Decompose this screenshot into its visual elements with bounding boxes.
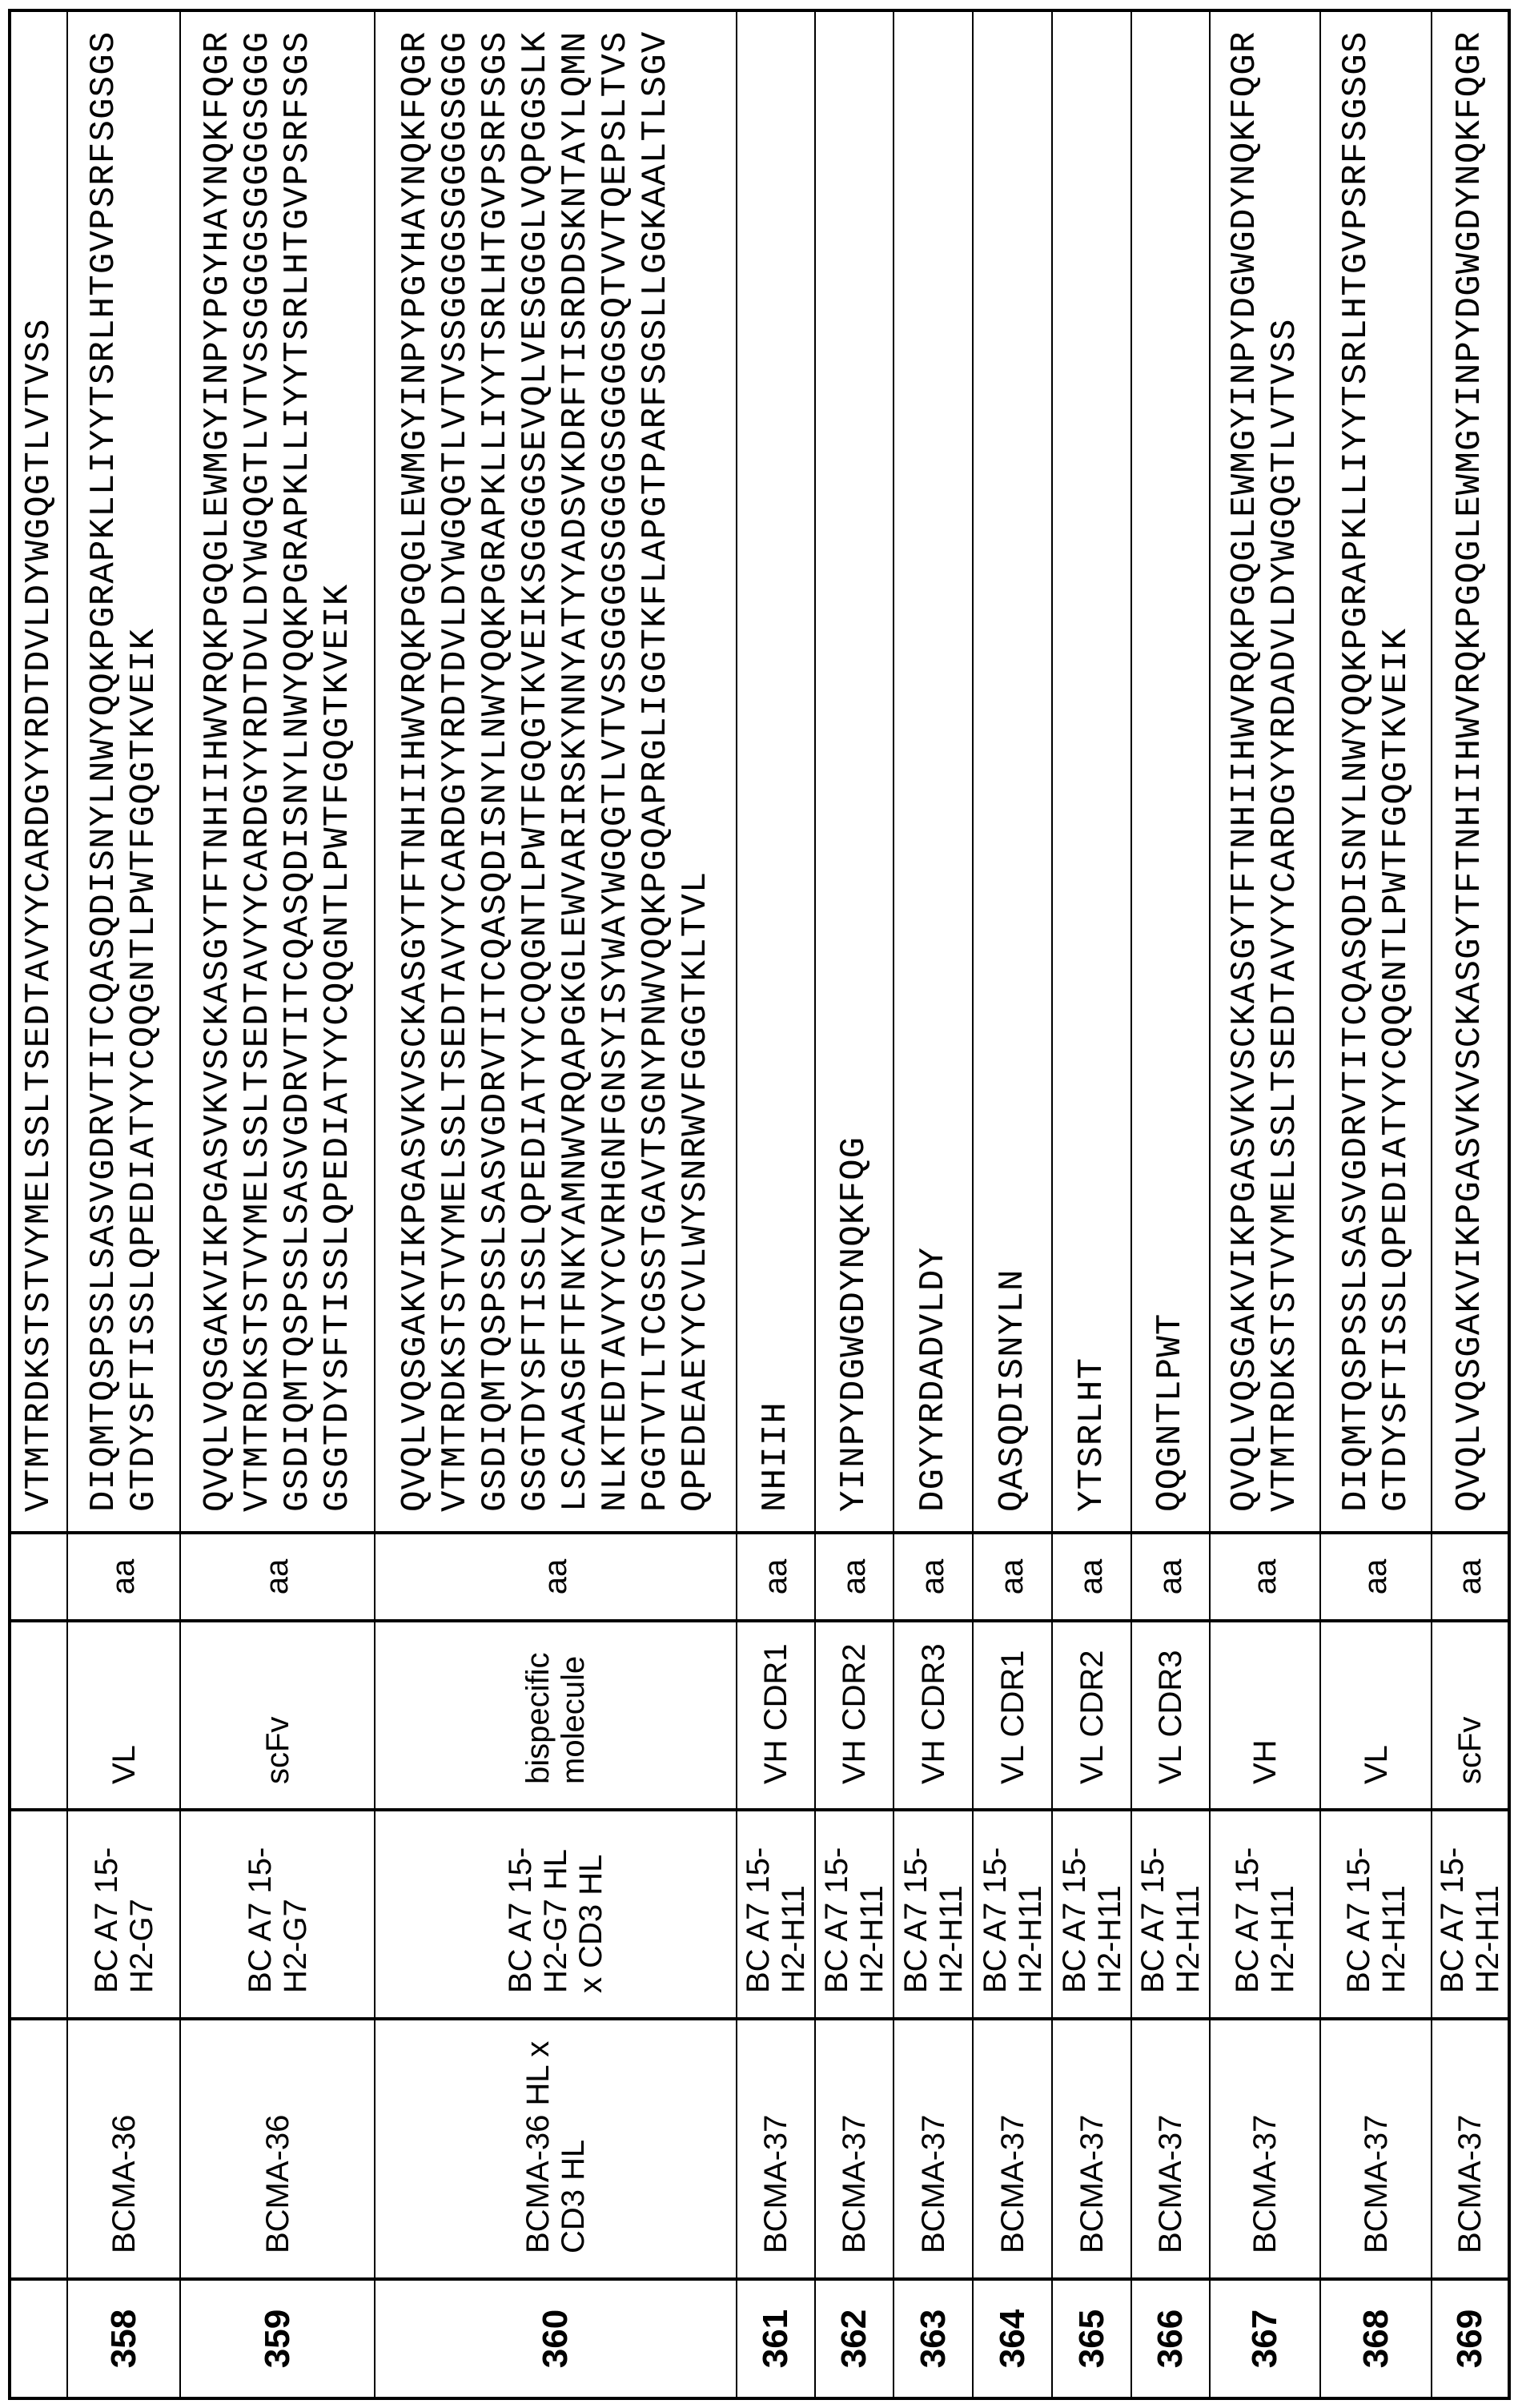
sequence-line: YINPYDGWGDYNQKFQG (834, 12, 874, 1512)
sequence-line: GSDIQMTQSPSSLSASVGDRVTITCQASQDISNYLNWYQQKPGRAPKLLIYYTSRLHTGVPSRFSGS (476, 12, 516, 1512)
amino-acid-sequence (1210, 10, 1320, 1533)
sequence-unit (894, 1533, 973, 1621)
construct-name-line: BCMA-37 (758, 2020, 793, 2253)
sequence-unit (1052, 1533, 1131, 1621)
sequence-unit-line: aa (758, 1534, 794, 1619)
sequence-line: YTSRLHT (1072, 12, 1112, 1512)
construct-name-line: BCMA-37 (1452, 2020, 1488, 2253)
construct-name (375, 2019, 737, 2279)
table-row (1432, 10, 1509, 2398)
seq-id-number-line: 365 (1072, 2281, 1112, 2397)
sequence-line: QVQLVQSGAKVIKPGASVKVSCKASGYTFTNHIIHWVRQKPGQGLEWMGYINPYPGYHAYNQKFQGR (396, 12, 436, 1512)
construct-name-line: CD3 HL (556, 2020, 591, 2253)
sequence-line: PGGTVTLTCGSSTGAVTSGNYPNWVQQKPGQAPRGLIGGTKFLAPGTPARFSGSLLGGKAALTLSGV (636, 12, 676, 1512)
table-row (815, 10, 894, 2398)
table-row (375, 10, 737, 2398)
clone-label-line: H2-H11 (1470, 1811, 1505, 1993)
construct-name (973, 2019, 1052, 2279)
table-row (1131, 10, 1210, 2398)
seq-id-number-line: 358 (104, 2281, 144, 2397)
clone-label-line: H2-H11 (934, 1811, 969, 1993)
seq-id-number-line: 362 (834, 2281, 874, 2397)
clone-label (375, 1810, 737, 2019)
seq-id-number (10, 2279, 67, 2398)
sequence-unit (67, 1533, 180, 1621)
clone-label-line: H2-H11 (1265, 1811, 1300, 1993)
sequence-type-line: VH CDR2 (837, 1622, 872, 1784)
sequence-type-line: molecule (556, 1622, 591, 1784)
clone-label-line: H2-H11 (1376, 1811, 1412, 1993)
sequence-unit (1432, 1533, 1509, 1621)
clone-label (180, 1810, 375, 2019)
clone-label-line: H2-H11 (1092, 1811, 1127, 1993)
sequence-unit (1320, 1533, 1432, 1621)
sequence-type-line: VL CDR3 (1153, 1622, 1188, 1784)
clone-label (1131, 1810, 1210, 2019)
sequence-type-line: VL CDR1 (995, 1622, 1030, 1784)
sequence-unit-line: aa (1074, 1534, 1110, 1619)
seq-id-number (67, 2279, 180, 2398)
seq-id-number (1052, 2279, 1131, 2398)
sequence-unit-line: aa (1247, 1534, 1283, 1619)
sequence-type-line: VL CDR2 (1074, 1622, 1110, 1784)
sequence-line: DIQMTQSPSSLSASVGDRVTITCQASQDISNYLNWYQQKPGRAPKLLIYYTSRLHTGVPSRFSGSGS (1336, 12, 1376, 1512)
clone-label-line: BC A7 15- (243, 1811, 278, 1993)
table-row (894, 10, 973, 2398)
sequence-type-line: VH CDR1 (758, 1622, 793, 1784)
sequence-type (1432, 1621, 1509, 1810)
sequence-unit-line: aa (994, 1534, 1030, 1619)
seq-id-number (1320, 2279, 1432, 2398)
seq-id-number (973, 2279, 1052, 2398)
sequence-line: GTDYSFTISSLQPEDIATYYCQQGNTLPWTFGQGTKVEIK (124, 12, 164, 1512)
clone-label-line: BC A7 15- (898, 1811, 934, 1993)
sequence-unit (1131, 1533, 1210, 1621)
clone-label (67, 1810, 180, 2019)
sequence-type (815, 1621, 894, 1810)
sequence-line: QVQLVQSGAKVIKPGASVKVSCKASGYTFTNHIIHWVRQKPGQGLEWMGYINPYDGWGDYNQKFQGR (1225, 12, 1265, 1512)
table-row (180, 10, 375, 2398)
amino-acid-sequence (894, 10, 973, 1533)
sequence-table (8, 9, 1511, 2400)
sequence-line: VTMTRDKSTSTVYMELSSLTSEDTAVYYCARDGYYRDADVLDYWGQGTLVTVSS (1265, 12, 1305, 1512)
construct-name-line: BCMA-37 (1247, 2020, 1283, 2253)
amino-acid-sequence (1320, 10, 1432, 1533)
sequence-type-line: scFv (1452, 1622, 1488, 1784)
seq-id-number-line: 368 (1356, 2281, 1396, 2397)
sequence-unit-line: aa (915, 1534, 951, 1619)
seq-id-number-line: 364 (993, 2281, 1033, 2397)
clone-label (1210, 1810, 1320, 2019)
clone-label-line: H2-H11 (1013, 1811, 1048, 1993)
sequence-line: GSGTDYSFTISSLQPEDIATYYCQQGNTLPWTFGQGTKVEIKSGGGGSEVQLVESGGGLVQPGGSLK (516, 12, 556, 1512)
clone-label-line: BC A7 15- (1435, 1811, 1470, 1993)
amino-acid-sequence (10, 10, 67, 1533)
sequence-line: QVQLVQSGAKVIKPGASVKVSCKASGYTFTNHIIHWVRQKPGQGLEWMGYINPYPGYHAYNQKFQGR (198, 12, 238, 1512)
sequence-type-line: VL (1359, 1622, 1394, 1784)
construct-name-line: BCMA-37 (1074, 2020, 1110, 2253)
table-row (737, 10, 815, 2398)
sequence-line: LSCAASGFTFNKYAMNWVRQAPGKGLEWVARIRSKYNNYATYYADSVKDRFTISRDDSKNTAYLQMN (556, 12, 596, 1512)
seq-id-number (1131, 2279, 1210, 2398)
clone-label (973, 1810, 1052, 2019)
sequence-line: GTDYSFTISSLQPEDIATYYCQQGNTLPWTFGQGTKVEIK (1376, 12, 1416, 1512)
amino-acid-sequence (375, 10, 737, 1533)
construct-name (1320, 2019, 1432, 2279)
clone-label-line: BC A7 15- (819, 1811, 854, 1993)
seq-id-number-line: 363 (914, 2281, 954, 2397)
sequence-type-line: VL (106, 1622, 142, 1784)
construct-name (1052, 2019, 1131, 2279)
clone-label-line: BC A7 15- (1135, 1811, 1171, 1993)
sequence-unit-line: aa (1153, 1534, 1189, 1619)
clone-label-line: H2-H11 (854, 1811, 890, 1993)
sequence-type-line: scFv (260, 1622, 295, 1784)
seq-id-number-line: 367 (1245, 2281, 1285, 2397)
clone-label (10, 1810, 67, 2019)
sequence-line: GSGTDYSFTISSLQPEDIATYYCQQGNTLPWTFGQGTKVEIK (318, 12, 358, 1512)
sequence-type (1131, 1621, 1210, 1810)
sequence-type (973, 1621, 1052, 1810)
sequence-unit-line: aa (837, 1534, 873, 1619)
amino-acid-sequence (737, 10, 815, 1533)
seq-id-number-line: 360 (536, 2281, 576, 2397)
clone-label (1320, 1810, 1432, 2019)
amino-acid-sequence (180, 10, 375, 1533)
sequence-type (894, 1621, 973, 1810)
sequence-line: GSDIQMTQSPSSLSASVGDRVTITCQASQDISNYLNWYQQKPGRAPKLLIYYTSRLHTGVPSRFSGS (278, 12, 318, 1512)
sequence-type (10, 1621, 67, 1810)
table-row (1210, 10, 1320, 2398)
clone-label-line: H2-H11 (1171, 1811, 1206, 1993)
construct-name (1432, 2019, 1509, 2279)
sequence-type (1052, 1621, 1131, 1810)
sequence-line: VTMTRDKSTSTVYMELSSLTSEDTAVYYCARDGYYRDTDVLDYWGQGTLVTVSS (19, 12, 59, 1512)
sequence-type (737, 1621, 815, 1810)
seq-id-number (375, 2279, 737, 2398)
table-row (1320, 10, 1432, 2398)
construct-name (815, 2019, 894, 2279)
amino-acid-sequence (1432, 10, 1509, 1533)
table-row (10, 10, 67, 2398)
seq-id-number-line: 361 (756, 2281, 796, 2397)
seq-id-number (1432, 2279, 1509, 2398)
sequence-table-body (10, 10, 1509, 2398)
construct-name-line: BCMA-37 (837, 2020, 872, 2253)
sequence-line: VTMTRDKSTSTVYMELSSLTSEDTAVYYCARDGYYRDTDVLDYWGQGTLVTVSSGGGGSGGGGSGGG (238, 12, 278, 1512)
construct-name-line: BCMA-36 (260, 2020, 295, 2253)
sequence-type (1210, 1621, 1320, 1810)
seq-id-number (1210, 2279, 1320, 2398)
sequence-unit (737, 1533, 815, 1621)
clone-label-line: BC A7 15- (1057, 1811, 1092, 1993)
construct-name-line: BCMA-37 (995, 2020, 1030, 2253)
construct-name-line: BCMA-36 (106, 2020, 142, 2253)
sequence-type (67, 1621, 180, 1810)
construct-name-line: BCMA-37 (1153, 2020, 1188, 2253)
sequence-unit-line: aa (538, 1534, 574, 1619)
sequence-line: NHIIH (756, 12, 796, 1512)
clone-label-line: BC A7 15- (89, 1811, 124, 1993)
construct-name (1210, 2019, 1320, 2279)
table-row (973, 10, 1052, 2398)
sequence-type-line: VH (1247, 1622, 1283, 1784)
clone-label-line: x CD3 HL (573, 1811, 608, 1993)
sequence-line: QPEDEAEYYCVLWYSNRWVFGGGTKLTVL (676, 12, 716, 1512)
sequence-unit (180, 1533, 375, 1621)
clone-label (815, 1810, 894, 2019)
seq-id-number (737, 2279, 815, 2398)
sequence-line: DGYYRDADVLDY (914, 12, 954, 1512)
construct-name-line: BCMA-37 (916, 2020, 951, 2253)
table-row (67, 10, 180, 2398)
sequence-unit (375, 1533, 737, 1621)
sequence-type-line: bispecific (520, 1622, 556, 1784)
amino-acid-sequence (1052, 10, 1131, 1533)
construct-name (180, 2019, 375, 2279)
sequence-unit (1210, 1533, 1320, 1621)
sequence-unit-line: aa (1452, 1534, 1488, 1619)
sequence-unit-line: aa (259, 1534, 295, 1619)
sequence-unit (973, 1533, 1052, 1621)
sequence-line: NLKTEDTAVYYCVRHGNFGNSYISYWAYWGQGTLVTVSSGGGGSGGGGSGGGGSQTVVTQEPSLTVS (596, 12, 636, 1512)
rotated-page (0, 0, 1514, 2408)
sequence-type (1320, 1621, 1432, 1810)
clone-label (737, 1810, 815, 2019)
construct-name (894, 2019, 973, 2279)
clone-label-line: H2-G7 HL (538, 1811, 573, 1993)
sequence-line: DIQMTQSPSSLSASVGDRVTITCQASQDISNYLNWYQQKPGRAPKLLIYYTSRLHTGVPSRFSGSGS (84, 12, 124, 1512)
construct-name-line: BCMA-37 (1359, 2020, 1394, 2253)
sequence-type (180, 1621, 375, 1810)
sequence-line: QASQDISNYLN (993, 12, 1033, 1512)
seq-id-number (180, 2279, 375, 2398)
clone-label-line: BC A7 15- (503, 1811, 538, 1993)
clone-label (1432, 1810, 1509, 2019)
sequence-type-line: VH CDR3 (916, 1622, 951, 1784)
construct-name-line: BCMA-36 HL x (520, 2020, 556, 2253)
sequence-line: VTMTRDKSTSTVYMELSSLTSEDTAVYYCARDGYYRDTDVLDYWGQGTLVTVSSGGGGSGGGGSGGG (436, 12, 476, 1512)
clone-label-line: BC A7 15- (978, 1811, 1013, 1993)
sequence-line: QQGNTLPWT (1151, 12, 1191, 1512)
construct-name (67, 2019, 180, 2279)
construct-name (1131, 2019, 1210, 2279)
clone-label-line: BC A7 15- (1230, 1811, 1265, 1993)
sequence-unit (815, 1533, 894, 1621)
sequence-line: QVQLVQSGAKVIKPGASVKVSCKASGYTFTNHIIHWVRQKPGQGLEWMGYINPYDGWGDYNQKFQGR (1450, 12, 1490, 1512)
table-row (1052, 10, 1131, 2398)
seq-id-number (894, 2279, 973, 2398)
sequence-unit-line: aa (1358, 1534, 1394, 1619)
amino-acid-sequence (815, 10, 894, 1533)
clone-label-line: BC A7 15- (741, 1811, 776, 1993)
seq-id-number-line: 366 (1151, 2281, 1191, 2397)
seq-id-number-line: 369 (1450, 2281, 1490, 2397)
amino-acid-sequence (973, 10, 1052, 1533)
clone-label (1052, 1810, 1131, 2019)
clone-label (894, 1810, 973, 2019)
clone-label-line: H2-G7 (278, 1811, 313, 1993)
construct-name (737, 2019, 815, 2279)
seq-id-number (815, 2279, 894, 2398)
amino-acid-sequence (67, 10, 180, 1533)
sequence-unit (10, 1533, 67, 1621)
clone-label-line: H2-G7 (124, 1811, 159, 1993)
sequence-unit-line: aa (106, 1534, 142, 1619)
amino-acid-sequence (1131, 10, 1210, 1533)
seq-id-number-line: 359 (258, 2281, 298, 2397)
clone-label-line: H2-H11 (776, 1811, 811, 1993)
sequence-type (375, 1621, 737, 1810)
construct-name (10, 2019, 67, 2279)
clone-label-line: BC A7 15- (1341, 1811, 1376, 1993)
